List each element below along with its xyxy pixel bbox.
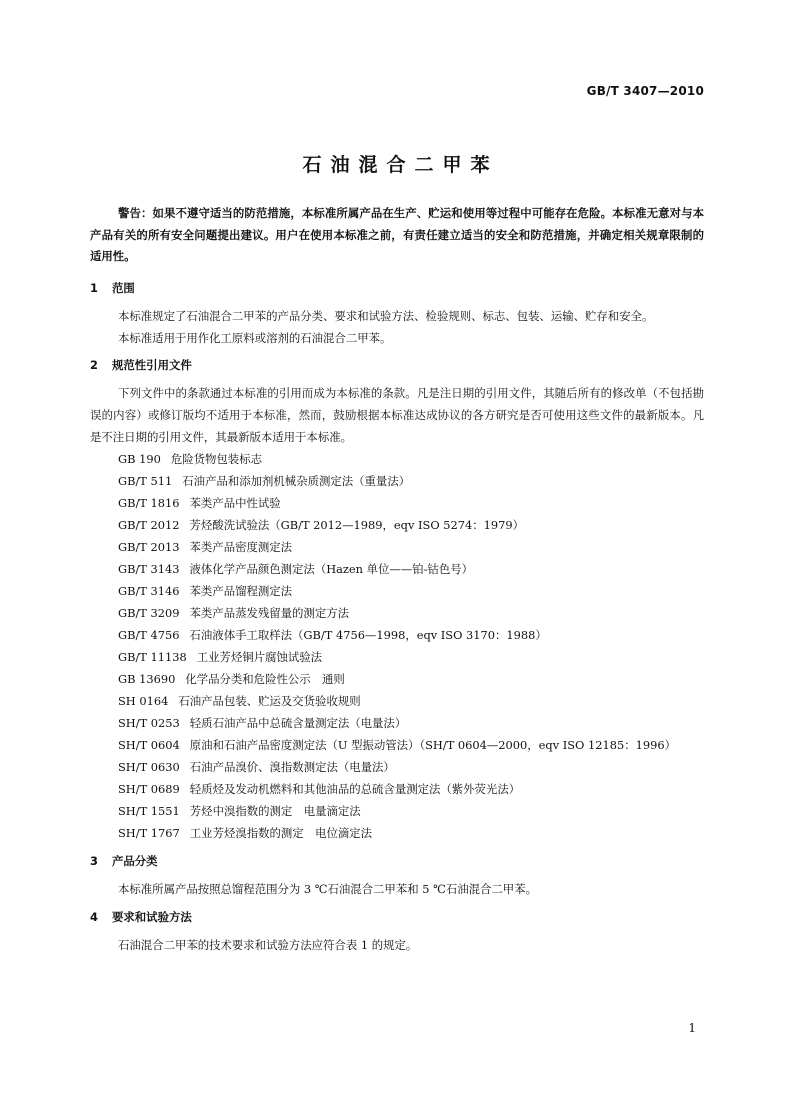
section-title: 规范性引用文件: [112, 357, 192, 372]
reference-code: SH 0164: [118, 693, 169, 708]
section-3-heading: [90, 853, 704, 869]
reference-item: [90, 646, 704, 668]
reference-code: GB/T 511: [118, 473, 173, 488]
reference-code: GB/T 2012: [118, 517, 180, 532]
reference-title: 石油液体手工取样法（GB/T 4756—1998，eqv ISO 3170：1988）: [189, 627, 547, 642]
reference-title: 石油产品包装、贮运及交货验收规则: [178, 693, 361, 708]
reference-title: 苯类产品中性试验: [189, 495, 281, 510]
reference-title: 芳烃中溴指数的测定 电量滴定法: [189, 803, 361, 818]
section-number: 1: [90, 280, 98, 295]
reference-code: SH/T 0689: [118, 781, 180, 796]
reference-title: 苯类产品密度测定法: [189, 539, 293, 554]
section-1-para-1: 本标准规定了石油混合二甲苯的产品分类、要求和试验方法、检验规则、标志、包装、运输、贮存和安全。: [118, 308, 654, 323]
reference-code: SH/T 1767: [118, 825, 180, 840]
document-title: 石油混合二甲苯: [302, 154, 499, 176]
reference-code: SH/T 0604: [118, 737, 180, 752]
section-number: 3: [90, 853, 98, 868]
reference-item: [90, 624, 704, 646]
section-4-para-1: 石油混合二甲苯的技术要求和试验方法应符合表 1 的规定。: [118, 937, 418, 952]
reference-item: [90, 668, 704, 690]
reference-code: SH/T 0630: [118, 759, 180, 774]
reference-title: 石油产品溴价、溴指数测定法（电量法）: [189, 759, 395, 774]
standard-code: GB/T 3407—2010: [586, 84, 704, 98]
reference-title: 轻质烃及发动机燃料和其他油品的总硫含量测定法（紫外荧光法）: [189, 781, 521, 796]
reference-item: [90, 602, 704, 624]
reference-code: GB/T 4756: [118, 627, 180, 642]
reference-title: 轻质石油产品中总硫含量测定法（电量法）: [189, 715, 407, 730]
reference-code: GB 13690: [118, 671, 176, 686]
reference-code: GB/T 3143: [118, 561, 180, 576]
reference-title: 液体化学产品颜色测定法（Hazen 单位——铂-钴色号）: [189, 561, 473, 576]
reference-title: 苯类产品馏程测定法: [189, 583, 293, 598]
reference-code: GB 190: [118, 451, 161, 466]
section-1-heading: [90, 280, 704, 296]
reference-item: [90, 778, 704, 800]
reference-code: GB/T 11138: [118, 649, 187, 664]
reference-item: [90, 558, 704, 580]
warning-paragraph: 警告：如果不遵守适当的防范措施，本标准所属产品在生产、贮运和使用等过程中可能存在危险。本标准无意对与本产品有关的所有安全问题提出建议。用户在使用本标准之前，有责任建立适当的安全和防范措施，并确定相关规章限制的适用性。: [90, 206, 704, 263]
section-1-para-2: 本标准适用于用作化工原料或溶剂的石油混合二甲苯。: [118, 330, 392, 345]
reference-item: [90, 756, 704, 778]
reference-title: 工业芳烃溴指数的测定 电位滴定法: [189, 825, 373, 840]
section-title: 要求和试验方法: [112, 909, 192, 924]
reference-title: 苯类产品蒸发残留量的测定方法: [189, 605, 349, 620]
reference-item: [90, 470, 704, 492]
section-title: 范围: [112, 280, 135, 295]
reference-title: 化学品分类和危险性公示 通则: [185, 671, 345, 686]
document-body: [90, 203, 704, 956]
reference-item: [90, 448, 704, 470]
reference-code: GB/T 2013: [118, 539, 180, 554]
section-4-heading: [90, 909, 704, 925]
reference-code: GB/T 3146: [118, 583, 180, 598]
reference-item: [90, 800, 704, 822]
reference-item: [90, 536, 704, 558]
reference-item: [90, 822, 704, 844]
page-number: 1: [688, 1021, 696, 1035]
section-title: 产品分类: [112, 853, 158, 868]
section-number: 4: [90, 909, 98, 924]
reference-title: 工业芳烃铜片腐蚀试验法: [196, 649, 323, 664]
reference-list: [90, 448, 704, 844]
reference-title: 石油产品和添加剂机械杂质测定法（重量法）: [182, 473, 411, 488]
reference-item: [90, 712, 704, 734]
reference-item: [90, 580, 704, 602]
section-2-para-1: 下列文件中的条款通过本标准的引用而成为本标准的条款。凡是注日期的引用文件，其随后所有的修改单（不包括勘误的内容）或修订版均不适用于本标准，然而，鼓励根据本标准达成协议的各方研究是否可使用这些文件的最新版本。凡是不注日期的引用文件，其最新版本适用于本标准。: [90, 385, 704, 444]
section-number: 2: [90, 357, 98, 372]
reference-code: SH/T 1551: [118, 803, 180, 818]
section-3-para-1: 本标准所属产品按照总馏程范围分为 3 ℃石油混合二甲苯和 5 ℃石油混合二甲苯。: [118, 881, 537, 896]
section-2-heading: [90, 357, 704, 373]
reference-item: [90, 514, 704, 536]
reference-item: [90, 734, 704, 756]
reference-title: 原油和石油产品密度测定法（U 型振动管法）（SH/T 0604—2000，eqv ISO 12185：1996）: [189, 737, 677, 752]
reference-code: GB/T 1816: [118, 495, 180, 510]
reference-code: SH/T 0253: [118, 715, 180, 730]
reference-code: GB/T 3209: [118, 605, 180, 620]
reference-title: 芳烃酸洗试验法（GB/T 2012—1989，eqv ISO 5274：1979）: [189, 517, 525, 532]
reference-item: [90, 492, 704, 514]
reference-title: 危险货物包装标志: [170, 451, 262, 466]
reference-item: [90, 690, 704, 712]
